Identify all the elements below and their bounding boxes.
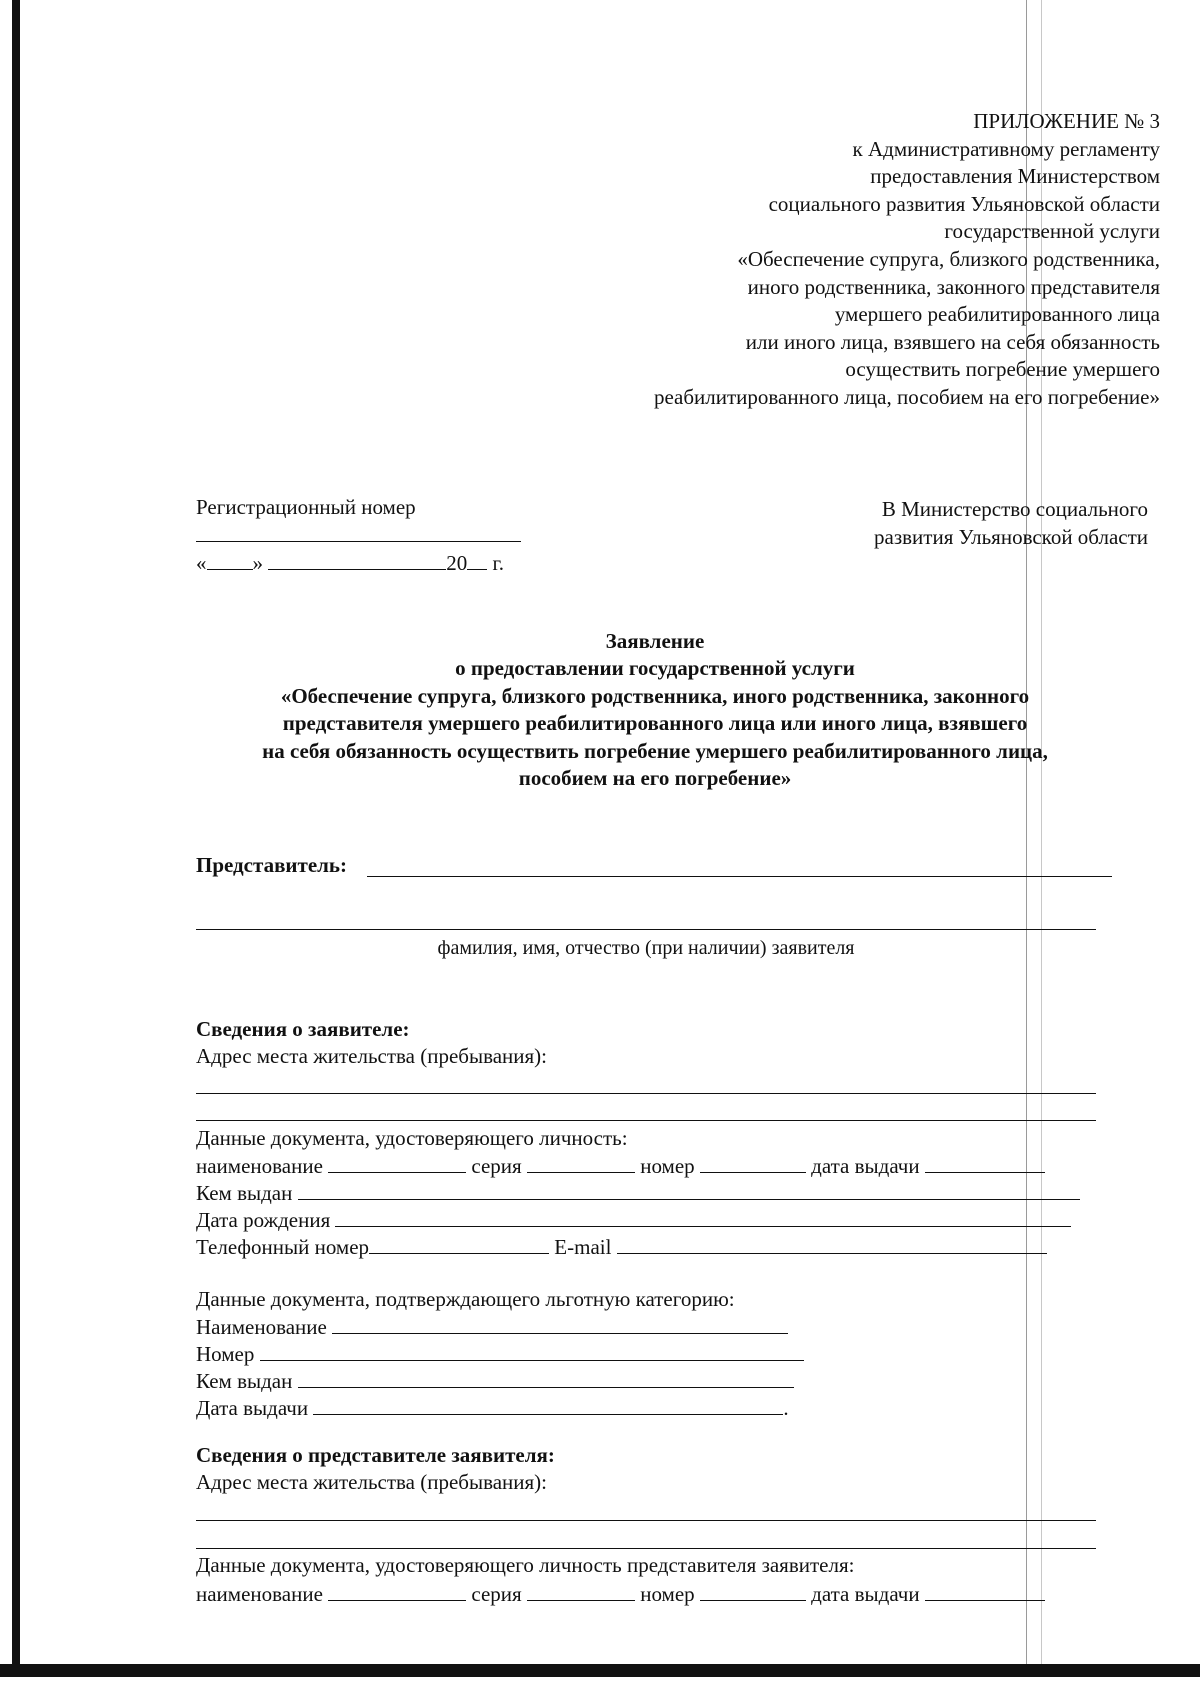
year-suffix: г.	[492, 551, 504, 575]
appendix-line: или иного лица, взявшего на себя обязанность	[745, 329, 1160, 354]
benefit-issued-by-row	[196, 1367, 794, 1394]
rep-address-field[interactable]	[196, 1520, 1096, 1521]
appendix-line: государственной услуги	[944, 219, 1160, 244]
id-issue-date-field[interactable]	[925, 1152, 1045, 1173]
title-line: Заявление	[605, 629, 705, 653]
id-series-field[interactable]	[527, 1152, 635, 1173]
registration-label: Регистрационный номер	[196, 495, 416, 519]
rep-id-number-field[interactable]	[700, 1580, 806, 1601]
id-issue-date-label: дата выдачи	[811, 1154, 920, 1178]
representative-field-continued[interactable]	[196, 929, 1096, 930]
representative-field[interactable]	[367, 876, 1112, 877]
applicant-contact-row	[196, 1233, 1047, 1260]
year-prefix: 20	[446, 551, 468, 575]
appendix-line: умершего реабилитированного лица	[834, 302, 1160, 327]
rep-address-label: Адрес места жительства (пребывания):	[196, 1470, 548, 1494]
close-quote: »	[252, 551, 263, 575]
id-number-label: номер	[640, 1154, 695, 1178]
phone-field[interactable]	[369, 1233, 549, 1254]
rep-id-number-label: номер	[640, 1582, 695, 1606]
benefit-name-field[interactable]	[332, 1313, 788, 1334]
registration-number-field[interactable]	[196, 541, 521, 542]
title-line: «Обеспечение супруга, близкого родственника, иного родственника, законного	[280, 683, 1030, 708]
registration-date-row	[196, 549, 504, 576]
benefit-issued-by-field[interactable]	[298, 1367, 794, 1388]
benefit-number-label: Номер	[196, 1342, 255, 1366]
id-name-label: наименование	[196, 1154, 323, 1178]
rep-id-series-label: серия	[471, 1582, 522, 1606]
rep-id-name-label: наименование	[196, 1582, 323, 1606]
benefit-doc-heading: Данные документа, подтверждающего льготную категорию:	[196, 1287, 735, 1311]
rep-address-field-2[interactable]	[196, 1548, 1096, 1549]
appendix-line: реабилитированного лица, пособием на его погребение»	[653, 384, 1160, 409]
benefit-issue-date-row	[196, 1394, 789, 1421]
applicant-birth-date-row	[196, 1206, 1071, 1233]
applicant-address-label: Адрес места жительства (пребывания):	[196, 1044, 548, 1068]
rep-id-doc-label: Данные документа, удостоверяющего личность представителя заявителя:	[196, 1553, 855, 1577]
addressee-line: В Министерство социального	[881, 497, 1148, 521]
date-day-field[interactable]	[207, 549, 253, 570]
phone-label: Телефонный номер	[196, 1235, 370, 1259]
title-line: на себя обязанность осуществить погребение умершего реабилитированного лица,	[262, 738, 1048, 763]
applicant-address-field-2[interactable]	[196, 1120, 1096, 1121]
birth-date-field[interactable]	[335, 1206, 1071, 1227]
benefit-issue-date-label: Дата выдачи	[196, 1396, 309, 1420]
end-mark: .	[783, 1396, 789, 1420]
rep-id-series-field[interactable]	[527, 1580, 635, 1601]
appendix-line: к Административному регламенту	[852, 136, 1160, 161]
applicant-id-doc-label: Данные документа, удостоверяющего личность:	[196, 1126, 628, 1150]
applicant-id-doc-row	[196, 1152, 1045, 1179]
benefit-name-label: Наименование	[196, 1315, 327, 1339]
appendix-line: предоставления Министерством	[870, 164, 1160, 189]
rep-id-issue-date-field[interactable]	[925, 1580, 1045, 1601]
addressee-line: развития Ульяновской области	[874, 525, 1148, 549]
document-title	[180, 628, 1130, 792]
appendix-line: ПРИЛОЖЕНИЕ № 3	[973, 109, 1160, 133]
benefit-number-row	[196, 1340, 804, 1367]
title-line: о предоставлении государственной услуги	[455, 656, 855, 681]
appendix-line: социального развития Ульяновской области	[768, 191, 1160, 216]
appendix-line: «Обеспечение супруга, близкого родственника,	[737, 246, 1160, 271]
benefit-name-row	[196, 1313, 788, 1340]
applicant-issued-by-row	[196, 1179, 1080, 1206]
rep-id-name-field[interactable]	[328, 1580, 466, 1601]
email-label: E-mail	[554, 1235, 612, 1259]
issued-by-field[interactable]	[298, 1179, 1080, 1200]
rep-id-issue-date-label: дата выдачи	[811, 1582, 920, 1606]
appendix-line: иного родственника, законного представителя	[747, 274, 1160, 299]
open-quote: «	[196, 551, 207, 575]
representative-caption: фамилия, имя, отчество (при наличии) заявителя	[437, 937, 855, 959]
benefit-number-field[interactable]	[260, 1340, 804, 1361]
date-year-field[interactable]	[467, 549, 487, 570]
benefit-issued-by-label: Кем выдан	[196, 1369, 293, 1393]
applicant-address-field[interactable]	[196, 1093, 1096, 1094]
issued-by-label: Кем выдан	[196, 1181, 293, 1205]
birth-date-label: Дата рождения	[196, 1208, 331, 1232]
title-line: пособием на его погребение»	[518, 766, 792, 791]
id-series-label: серия	[471, 1154, 522, 1178]
title-line: представителя умершего реабилитированного лица или иного лица, взявшего	[282, 711, 1028, 736]
benefit-issue-date-field[interactable]	[313, 1394, 783, 1415]
appendix-header	[260, 108, 1160, 412]
appendix-line: осуществить погребение умершего	[845, 357, 1160, 382]
id-number-field[interactable]	[700, 1152, 806, 1173]
scan-bottom-border	[0, 1664, 1200, 1677]
representative-label: Представитель:	[196, 853, 348, 877]
applicant-heading: Сведения о заявителе:	[196, 1017, 410, 1041]
rep-id-doc-row	[196, 1580, 1045, 1607]
date-month-field[interactable]	[268, 549, 446, 570]
email-field[interactable]	[617, 1233, 1047, 1254]
addressee-block	[874, 495, 1148, 551]
scan-left-border	[12, 0, 20, 1668]
rep-info-heading: Сведения о представителе заявителя:	[196, 1443, 555, 1467]
id-name-field[interactable]	[328, 1152, 466, 1173]
